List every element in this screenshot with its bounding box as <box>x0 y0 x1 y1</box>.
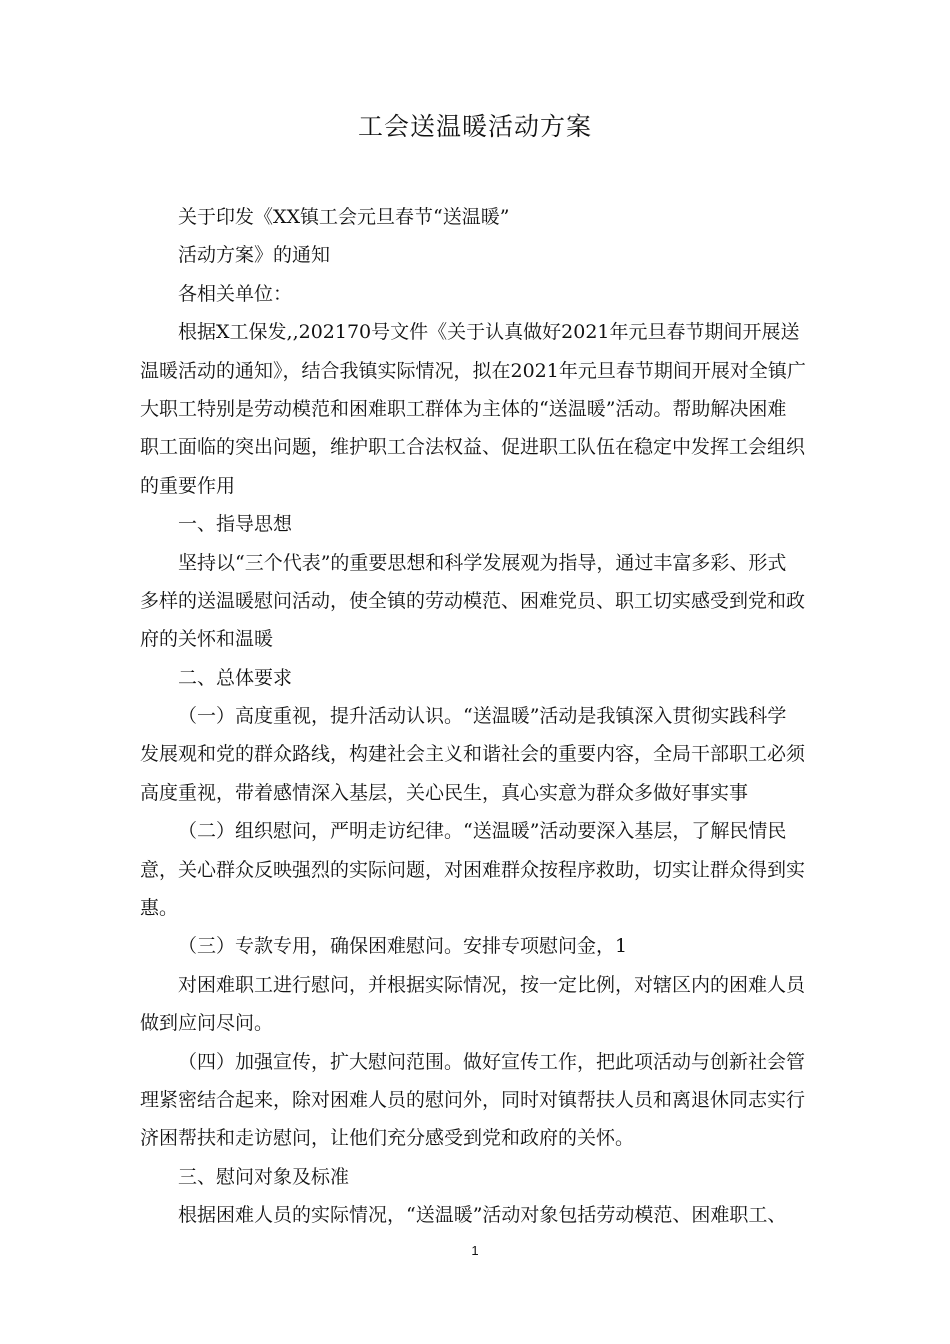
paragraph-line: 高度重视，带着感情深入基层，关心民生，真心实意为群众多做好事实事 <box>140 781 749 804</box>
paragraph-line: 坚持以“三个代表”的重要思想和科学发展观为指导，通过丰富多彩、形式 <box>178 551 787 574</box>
document-title: 工会送温暖活动方案 <box>357 112 592 141</box>
paragraph-line: 理紧密结合起来，除对困难人员的慰问外，同时对镇帮扶人员和离退休同志实行 <box>140 1088 806 1111</box>
section-heading: 一、指导思想 <box>178 513 293 536</box>
paragraph-line: （一）高度重视，提升活动认识。“送温暖”活动是我镇深入贯彻实践科学 <box>178 705 787 728</box>
paragraph-line: 温暖活动的通知》，结合我镇实际情况，拟在2021年元旦春节期间开展对全镇广 <box>140 359 806 382</box>
paragraph-line: （四）加强宣传，扩大慰问范围。做好宣传工作，把此项活动与创新社会管 <box>178 1050 806 1073</box>
paragraph-line: 根据困难人员的实际情况，“送温暖”活动对象包括劳动模范、困难职工、 <box>178 1204 787 1227</box>
page-number: 1 <box>471 1243 479 1258</box>
paragraph-line: 惠。 <box>140 897 179 920</box>
paragraph-line: 大职工特别是劳动模范和困难职工群体为主体的“送温暖”活动。帮助解决困难 <box>140 397 787 420</box>
paragraph-line: 对困难职工进行慰问，并根据实际情况，按一定比例，对辖区内的困难人员 <box>178 973 806 996</box>
document-body <box>140 198 820 1235</box>
paragraph-line: 发展观和党的群众路线，构建社会主义和谐社会的重要内容，全局干部职工必须 <box>140 743 806 766</box>
paragraph-line: 根据X工保发,,202170号文件《关于认真做好2021年元旦春节期间开展送 <box>178 321 800 344</box>
notice-heading-line-1: 关于印发《XX镇工会元旦春节“送温暖” <box>178 206 510 228</box>
paragraph-line: 意，关心群众反映强烈的实际问题，对困难群众按程序救助，切实让群众得到实 <box>140 858 806 881</box>
paragraph-line: 职工面临的突出问题，维护职工合法权益、促进职工队伍在稳定中发挥工会组织 <box>140 436 806 459</box>
salutation: 各相关单位： <box>178 282 293 305</box>
paragraph-line: （三）专款专用，确保困难慰问。安排专项慰问金，1 <box>178 935 628 958</box>
paragraph-line: 多样的送温暖慰问活动，使全镇的劳动模范、困难党员、职工切实感受到党和政 <box>140 589 806 612</box>
paragraph-line: 做到应问尽问。 <box>140 1012 274 1035</box>
paragraph-line: 的重要作用 <box>140 474 236 497</box>
paragraph-line: 济困帮扶和走访慰问，让他们充分感受到党和政府的关怀。 <box>140 1127 635 1150</box>
section-heading: 三、慰问对象及标准 <box>178 1165 350 1188</box>
paragraph-line: （二）组织慰问，严明走访纪律。“送温暖”活动要深入基层，了解民情民 <box>178 820 787 843</box>
notice-heading-line-2: 活动方案》的通知 <box>178 244 331 267</box>
section-heading: 二、总体要求 <box>178 666 293 689</box>
paragraph-line: 府的关怀和温暖 <box>140 628 274 651</box>
